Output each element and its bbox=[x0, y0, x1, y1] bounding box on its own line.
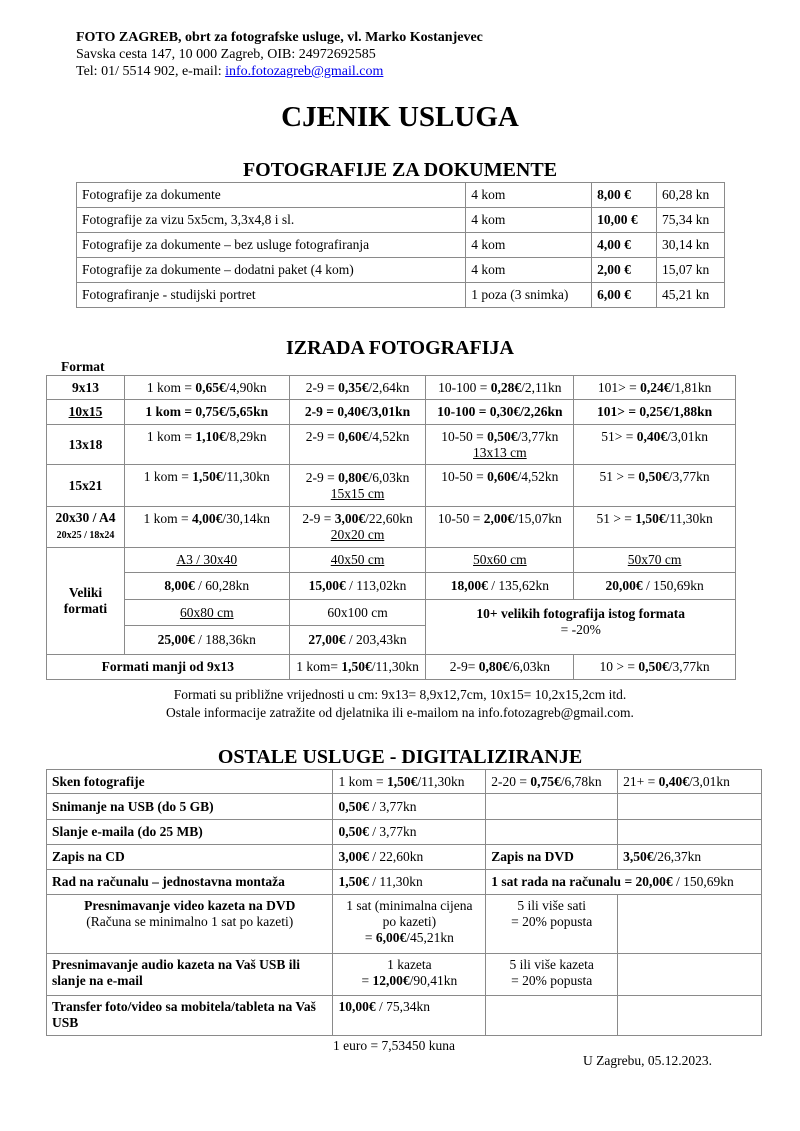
service-name: Zapis na DVD bbox=[486, 845, 618, 870]
document-row bbox=[77, 283, 725, 308]
price-cell: 2-9 = 0,80€/6,03kn 15x15 cm bbox=[289, 465, 426, 507]
row-video bbox=[47, 895, 762, 954]
document-date: U Zagrebu, 05.12.2023. bbox=[583, 1053, 712, 1068]
size-cell: 60x80 cm bbox=[124, 600, 289, 626]
document-eur-cell: 8,00 € bbox=[592, 183, 657, 208]
row-9x13 bbox=[47, 376, 736, 400]
price-cell: 1 kom = 4,00€/30,14kn bbox=[124, 507, 289, 548]
size-cell: 50x60 cm bbox=[426, 548, 574, 573]
large-discount-cell: 10+ velikih fotografija istog formata = -20% bbox=[426, 600, 736, 655]
document-kn-cell: 60,28 kn bbox=[657, 183, 725, 208]
price-cell: 10-50 = 0,60€/4,52kn bbox=[426, 465, 574, 507]
document-eur-cell: 4,00 € bbox=[592, 233, 657, 258]
document-qty-cell: 1 poza (3 snimka) bbox=[466, 283, 592, 308]
documents-table bbox=[76, 182, 725, 308]
document-kn-cell: 30,14 kn bbox=[657, 233, 725, 258]
document-name-cell: Fotografiranje - studijski portret bbox=[77, 283, 466, 308]
row-large-sizes-1 bbox=[47, 548, 736, 573]
price-cell: 1 kom = 1,50€/11,30kn bbox=[124, 465, 289, 507]
service-name: Rad na računalu – jednostavna montaža bbox=[47, 870, 333, 895]
price-cell: 1 sat (minimalna cijena po kazeti) = 6,00€/45,21kn bbox=[333, 895, 486, 954]
price-cell: 101> = 0,24€/1,81kn bbox=[574, 376, 736, 400]
price-cell: 20,00€ / 150,69kn bbox=[574, 573, 736, 600]
format-cell: 13x18 bbox=[47, 425, 125, 465]
document-name-cell: Fotografije za dokumente bbox=[77, 183, 466, 208]
document-row bbox=[77, 233, 725, 258]
price-cell: 1 sat rada na računalu = 20,00€ / 150,69kn bbox=[486, 870, 762, 895]
company-contact: Tel: 01/ 5514 902, e-mail: info.fotozagreb@gmail.com bbox=[76, 64, 384, 79]
row-pc bbox=[47, 870, 762, 895]
price-cell: 1 kom = 1,10€/8,29kn bbox=[124, 425, 289, 465]
format-note: Formati su približne vrijednosti u cm: 9x13= 8,9x12,7cm, 10x15= 10,2x15,2cm itd. bbox=[173, 687, 627, 702]
document-name-cell: Fotografije za dokumente – bez usluge fotografiranja bbox=[77, 233, 466, 258]
row-cd bbox=[47, 845, 762, 870]
document-row bbox=[77, 208, 725, 233]
row-13x18 bbox=[47, 425, 736, 465]
service-name: Presnimavanje audio kazeta na Vaš USB ili slanje na e-mail bbox=[47, 954, 333, 996]
price-cell: 2-9 = 0,40€/3,01kn bbox=[289, 400, 426, 425]
row-usb bbox=[47, 794, 762, 820]
row-audio bbox=[47, 954, 762, 996]
price-cell: 2-9= 0,80€/6,03kn bbox=[426, 655, 574, 680]
price-cell: 27,00€ / 203,43kn bbox=[289, 626, 426, 655]
exchange-rate: 1 euro = 7,53450 kuna bbox=[333, 1038, 455, 1053]
price-cell: 21+ = 0,40€/3,01kn bbox=[618, 770, 762, 794]
price-cell: 18,00€ / 135,62kn bbox=[426, 573, 574, 600]
small-formats-label: Formati manji od 9x13 bbox=[47, 655, 290, 680]
document-kn-cell: 45,21 kn bbox=[657, 283, 725, 308]
format-cell: 10x15 bbox=[47, 400, 125, 425]
price-cell: 2-9 = 3,00€/22,60kn 20x20 cm bbox=[289, 507, 426, 548]
price-cell: 3,00€ / 22,60kn bbox=[333, 845, 486, 870]
service-name: Transfer foto/video sa mobitela/tableta na Vaš USB bbox=[47, 996, 333, 1036]
document-name-cell: Fotografije za vizu 5x5cm, 3,3x4,8 i sl. bbox=[77, 208, 466, 233]
price-cell: 1 kom= 1,50€/11,30kn bbox=[289, 655, 426, 680]
document-row bbox=[77, 183, 725, 208]
prints-heading: IZRADA FOTOGRAFIJA bbox=[286, 337, 514, 359]
row-scan bbox=[47, 770, 762, 794]
row-20x30 bbox=[47, 507, 736, 548]
document-name-cell: Fotografije za dokumente – dodatni paket (4 kom) bbox=[77, 258, 466, 283]
row-large-prices-1 bbox=[47, 573, 736, 600]
format-cell: 20x30 / A4 20x25 / 18x24 bbox=[47, 507, 125, 548]
size-cell: A3 / 30x40 bbox=[124, 548, 289, 573]
discount-cell: 5 ili više kazeta = 20% popusta bbox=[486, 954, 618, 996]
price-cell: 10 > = 0,50€/3,77kn bbox=[574, 655, 736, 680]
other-services-table bbox=[46, 769, 762, 1036]
format-cell: 9x13 bbox=[47, 376, 125, 400]
document-kn-cell: 75,34 kn bbox=[657, 208, 725, 233]
prints-table bbox=[46, 375, 736, 680]
price-cell: 10-100 = 0,30€/2,26kn bbox=[426, 400, 574, 425]
document-qty-cell: 4 kom bbox=[466, 208, 592, 233]
price-cell: 2-9 = 0,60€/4,52kn bbox=[289, 425, 426, 465]
price-cell: 0,50€ / 3,77kn bbox=[333, 820, 486, 845]
price-cell: 51> = 0,40€/3,01kn bbox=[574, 425, 736, 465]
service-name: Zapis na CD bbox=[47, 845, 333, 870]
price-cell: 51 > = 0,50€/3,77kn bbox=[574, 465, 736, 507]
service-name: Slanje e-maila (do 25 MB) bbox=[47, 820, 333, 845]
document-row bbox=[77, 258, 725, 283]
row-10x15 bbox=[47, 400, 736, 425]
document-qty-cell: 4 kom bbox=[466, 233, 592, 258]
page-title: CJENIK USLUGA bbox=[281, 101, 519, 133]
price-cell: 51 > = 1,50€/11,30kn bbox=[574, 507, 736, 548]
price-cell: 1 kom = 0,65€/4,90kn bbox=[124, 376, 289, 400]
size-cell: 60x100 cm bbox=[289, 600, 426, 626]
document-eur-cell: 6,00 € bbox=[592, 283, 657, 308]
document-eur-cell: 10,00 € bbox=[592, 208, 657, 233]
price-cell: 101> = 0,25€/1,88kn bbox=[574, 400, 736, 425]
price-cell: 1,50€ / 11,30kn bbox=[333, 870, 486, 895]
price-cell: 25,00€ / 188,36kn bbox=[124, 626, 289, 655]
documents-heading: FOTOGRAFIJE ZA DOKUMENTE bbox=[242, 159, 558, 181]
service-name: Snimanje na USB (do 5 GB) bbox=[47, 794, 333, 820]
size-cell: 50x70 cm bbox=[574, 548, 736, 573]
price-cell: 3,50€/26,37kn bbox=[618, 845, 762, 870]
price-cell: 10-50 = 2,00€/15,07kn bbox=[426, 507, 574, 548]
discount-cell: 5 ili više sati = 20% popusta bbox=[486, 895, 618, 954]
size-cell: 40x50 cm bbox=[289, 548, 426, 573]
large-formats-label: Veliki formati bbox=[47, 548, 125, 655]
other-heading: OSTALE USLUGE - DIGITALIZIRANJE bbox=[217, 746, 583, 768]
info-note: Ostale informacije zatražite od djelatnika ili e-mailom na info.fotozagreb@gmail.com. bbox=[166, 705, 634, 720]
price-cell: 1 kazeta = 12,00€/90,41kn bbox=[333, 954, 486, 996]
service-name: Sken fotografije bbox=[47, 770, 333, 794]
price-cell: 10,00€ / 75,34kn bbox=[333, 996, 486, 1036]
price-cell: 15,00€ / 113,02kn bbox=[289, 573, 426, 600]
format-cell: 15x21 bbox=[47, 465, 125, 507]
price-cell: 1 kom = 0,75€/5,65kn bbox=[124, 400, 289, 425]
price-cell: 1 kom = 1,50€/11,30kn bbox=[333, 770, 486, 794]
price-cell: 8,00€ / 60,28kn bbox=[124, 573, 289, 600]
row-transfer bbox=[47, 996, 762, 1036]
row-large-sizes-2 bbox=[47, 600, 736, 626]
service-name: Presnimavanje video kazeta na DVD (Računa se minimalno 1 sat po kazeti) bbox=[47, 895, 333, 954]
document-kn-cell: 15,07 kn bbox=[657, 258, 725, 283]
company-name: FOTO ZAGREB, obrt za fotografske usluge, vl. Marko Kostanjevec bbox=[76, 30, 483, 45]
format-label: Format bbox=[61, 359, 105, 374]
document-qty-cell: 4 kom bbox=[466, 183, 592, 208]
price-cell: 2-9 = 0,35€/2,64kn bbox=[289, 376, 426, 400]
price-cell: 10-50 = 0,50€/3,77kn 13x13 cm bbox=[426, 425, 574, 465]
document-eur-cell: 2,00 € bbox=[592, 258, 657, 283]
row-15x21 bbox=[47, 465, 736, 507]
company-header bbox=[76, 29, 483, 80]
row-email bbox=[47, 820, 762, 845]
row-small-formats bbox=[47, 655, 736, 680]
price-cell: 10-100 = 0,28€/2,11kn bbox=[426, 376, 574, 400]
company-address: Savska cesta 147, 10 000 Zagreb, OIB: 24972692585 bbox=[76, 47, 376, 62]
price-cell: 0,50€ / 3,77kn bbox=[333, 794, 486, 820]
email-link[interactable]: info.fotozagreb@gmail.com bbox=[225, 64, 384, 79]
document-qty-cell: 4 kom bbox=[466, 258, 592, 283]
price-cell: 2-20 = 0,75€/6,78kn bbox=[486, 770, 618, 794]
